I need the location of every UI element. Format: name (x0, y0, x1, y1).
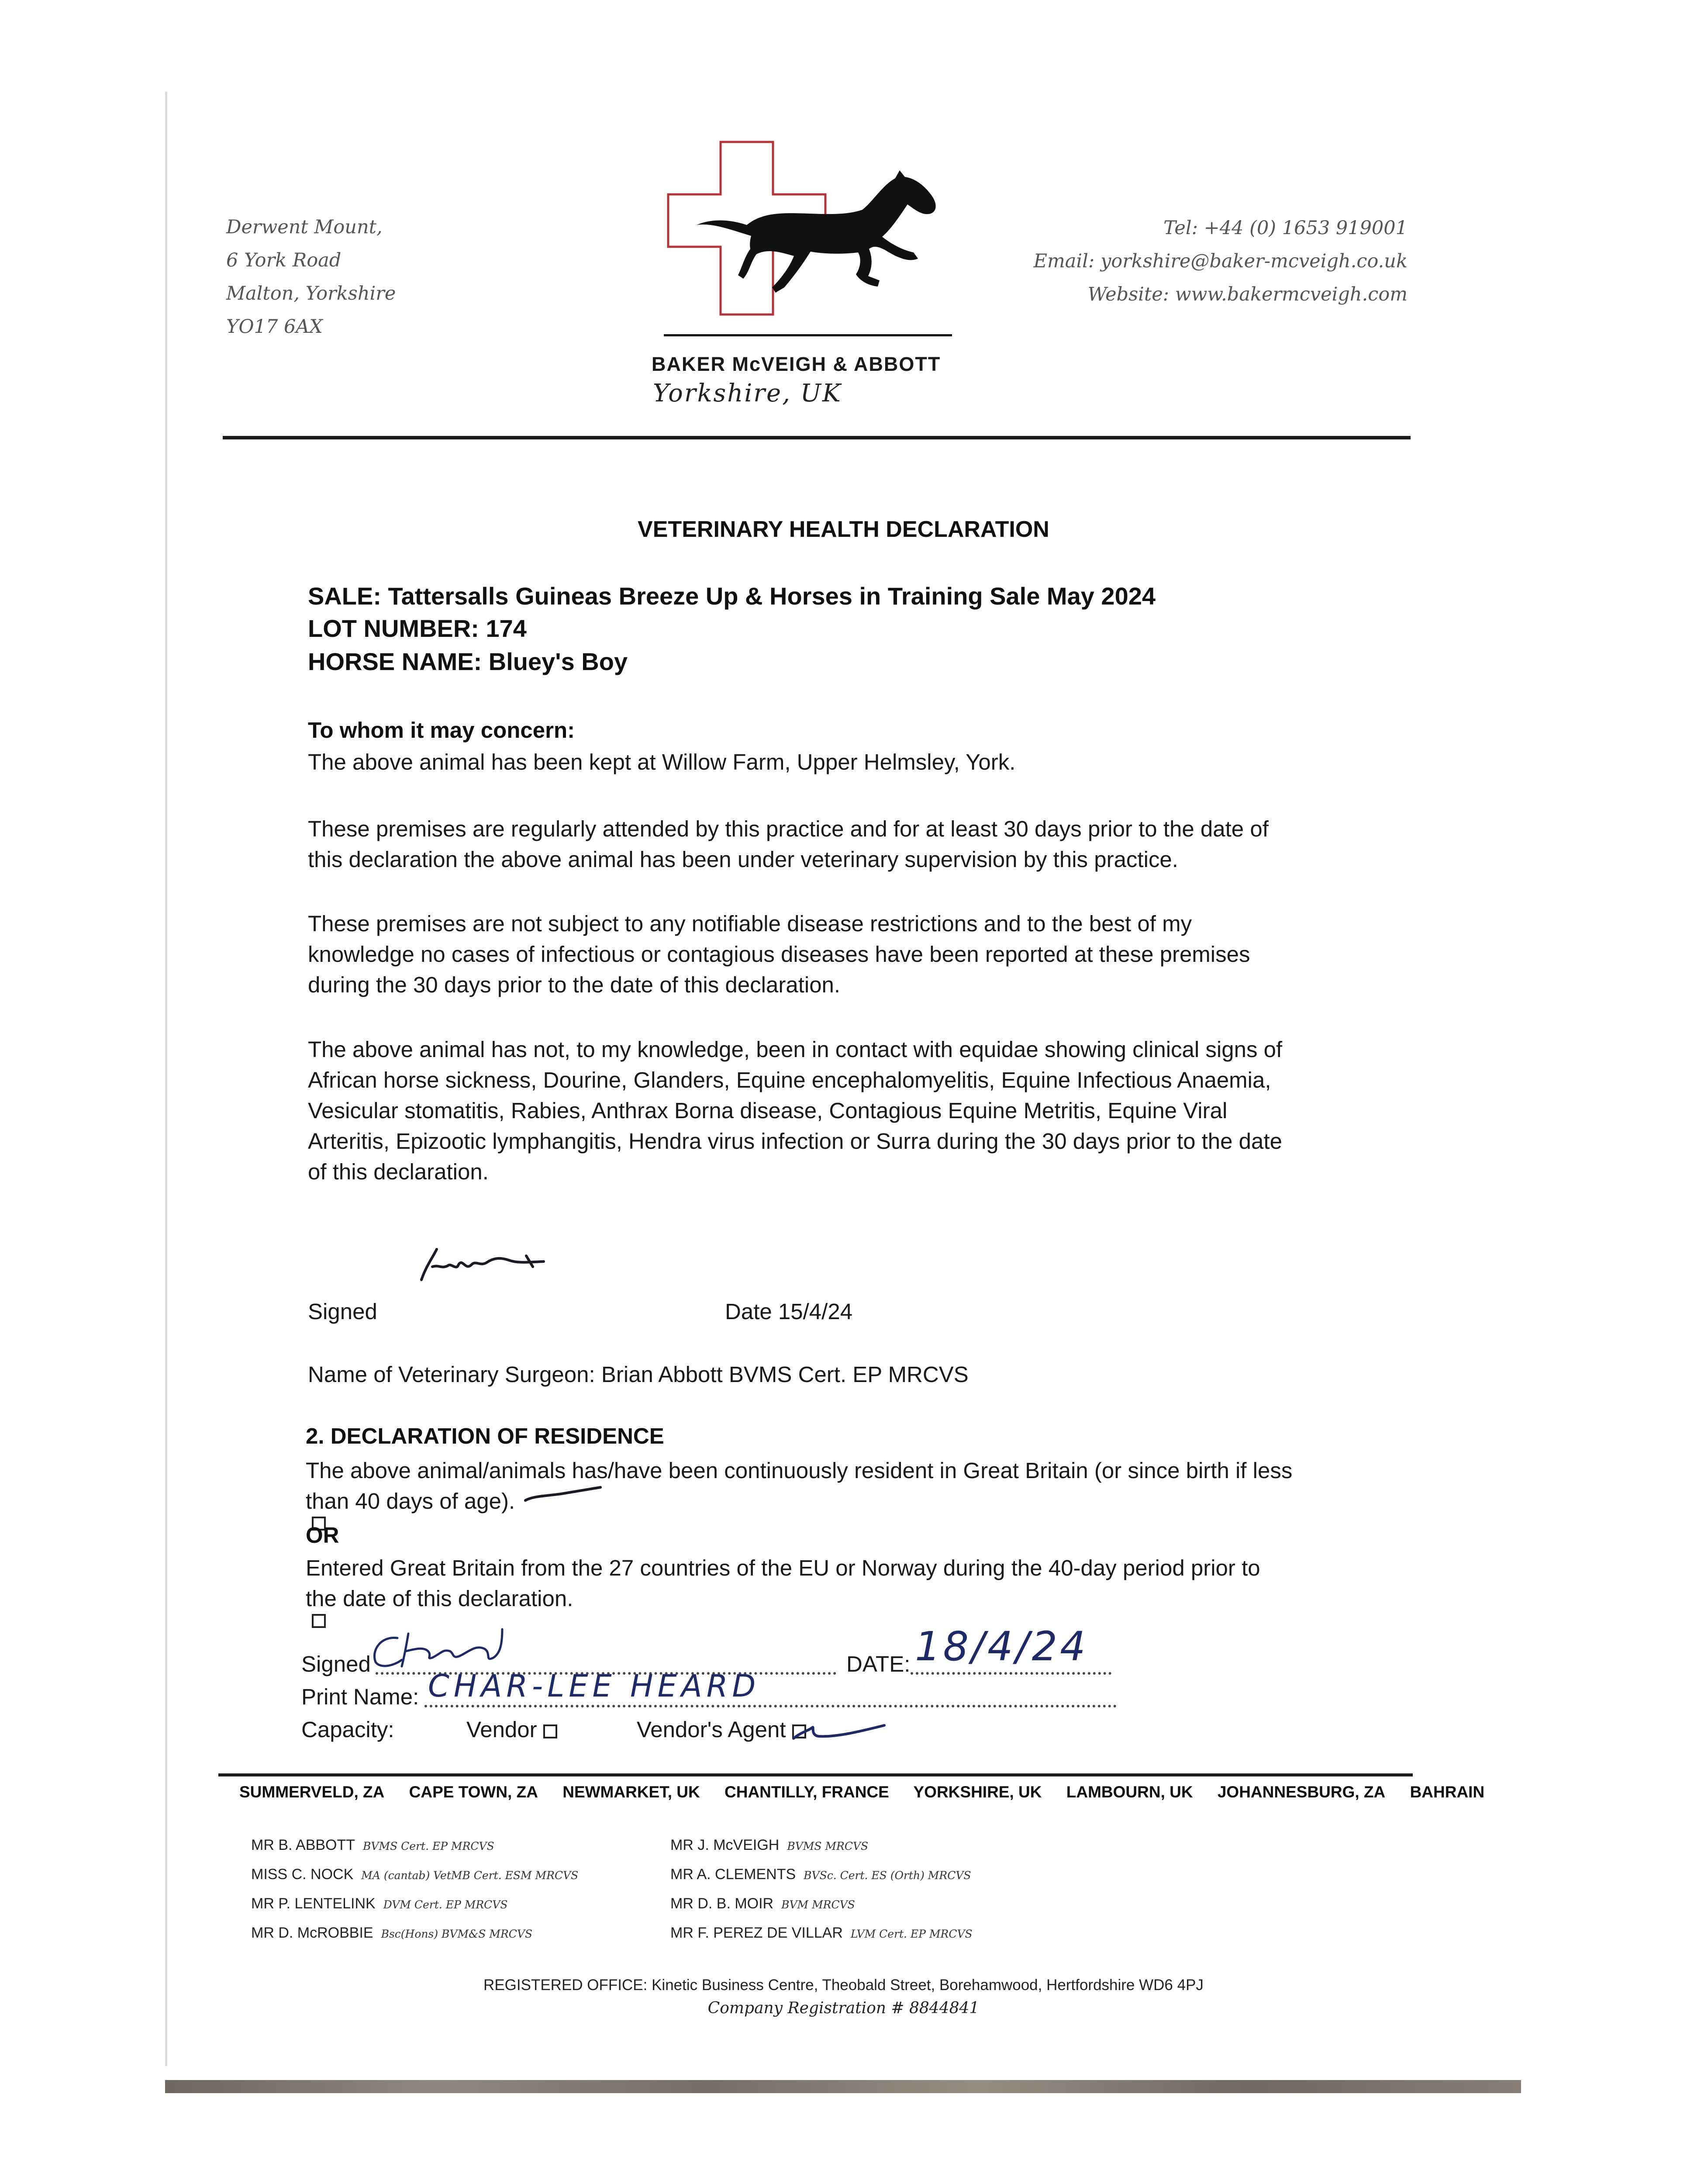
staff-member: MR D. McROBBIE Bsc(Hons) BVM&S MRCVS (251, 1925, 533, 1941)
option-continuous-check-mark (522, 1483, 609, 1509)
paragraph-line: than 40 days of age). (306, 1486, 1354, 1531)
paragraph-disease-restrictions (308, 909, 1356, 1000)
location-item: NEWMARKET, UK (562, 1783, 700, 1801)
firm-name: BAKER McVEIGH & ABBOTT (652, 353, 941, 375)
staff-member: MR A. CLEMENTS BVSc. Cert. ES (Orth) MRCVS (670, 1866, 971, 1883)
paragraph-line: The above animal has not, to my knowledge, been in contact with equidae showing clinical signs of (308, 1037, 1283, 1062)
lot-number: LOT NUMBER: 174 (308, 615, 527, 642)
vendor-label: Vendor (466, 1717, 537, 1742)
paragraph-line: knowledge no cases of infectious or contagious diseases have been reported at these premises (308, 942, 1250, 967)
address-line: 6 York Road (226, 249, 342, 271)
website: Website: www.bakermcveigh.com (1087, 283, 1408, 305)
capacity-label: Capacity: (301, 1717, 394, 1742)
residence-signature (367, 1625, 550, 1673)
staff-member: MISS C. NOCK MA (cantab) VetMB Cert. ESM MRCVS (251, 1866, 579, 1883)
header-divider (223, 436, 1411, 439)
residence-heading: 2. DECLARATION OF RESIDENCE (306, 1424, 664, 1448)
vendor-checkbox[interactable] (543, 1724, 557, 1738)
staff-member: MR F. PEREZ DE VILLAR LVM Cert. EP MRCVS (670, 1925, 973, 1941)
staff-member: MR B. ABBOTT BVMS Cert. EP MRCVS (251, 1837, 494, 1853)
paragraph-line: the date of this declaration. (306, 1583, 1354, 1628)
paragraph-supervision (308, 814, 1356, 875)
paragraph-line: The above animal/animals has/have been continuously resident in Great Britain (or since birth if less (306, 1458, 1293, 1483)
paragraph-line: Arteritis, Epizootic lymphangitis, Hendra virus infection or Surra during the 30 days prior to the date (308, 1129, 1282, 1154)
residence-date-label: DATE: (846, 1652, 911, 1676)
paragraph-line: Vesicular stomatitis, Rabies, Anthrax Borna disease, Contagious Equine Metritis, Equine Viral (308, 1098, 1228, 1123)
location-item: CAPE TOWN, ZA (409, 1783, 538, 1801)
staff-member: MR D. B. MOIR BVM MRCVS (670, 1895, 855, 1912)
vendor-agent-label: Vendor's Agent (637, 1717, 786, 1742)
vendor-agent-check-mark (788, 1714, 893, 1749)
option-eu-entry-checkbox[interactable] (312, 1614, 326, 1628)
staff-member: MR J. McVEIGH BVMS MRCVS (670, 1837, 869, 1853)
paragraph-contact-equidae (308, 1034, 1356, 1187)
veterinary-signature (417, 1241, 574, 1289)
paragraph-line: Entered Great Britain from the 27 countries of the EU or Norway during the 40-day period prior to (306, 1555, 1260, 1580)
print-name-line[interactable] (424, 1705, 1117, 1707)
practice-address (226, 211, 396, 343)
print-name-handwritten: CHAR-LEE HEARD (428, 1668, 760, 1704)
location-item: JOHANNESBURG, ZA (1217, 1783, 1386, 1801)
location-item: CHANTILLY, FRANCE (724, 1783, 889, 1801)
print-name-label: Print Name: (301, 1684, 419, 1709)
paragraph-line: These premises are regularly attended by this practice and for at least 30 days prior to the date of (308, 816, 1269, 841)
location-item: SUMMERVELD, ZA (239, 1783, 385, 1801)
residence-date-handwritten: 18/4/24 (915, 1623, 1088, 1670)
office-locations (239, 1783, 1504, 1801)
paragraph-line: of this declaration. (308, 1159, 489, 1184)
red-cross-galloping-horse-logo-icon (664, 140, 952, 345)
veterinary-surgeon-name: Name of Veterinary Surgeon: Brian Abbott BVMS Cert. EP MRCVS (308, 1362, 969, 1387)
location-item: BAHRAIN (1410, 1783, 1485, 1801)
paragraph-line: during the 30 days prior to the date of this declaration. (308, 972, 841, 997)
document-title: VETERINARY HEALTH DECLARATION (638, 517, 1049, 542)
registered-office: REGISTERED OFFICE: Kinetic Business Centre, Theobald Street, Borehamwood, Hertfordshire WD6 4PJ (483, 1977, 1204, 1994)
location-item: YORKSHIRE, UK (913, 1783, 1042, 1801)
page-edge-shadow (165, 92, 167, 2066)
residence-option-eu-entry (306, 1553, 1354, 1628)
residence-signed-label: Signed (301, 1652, 371, 1676)
residence-option-continuous (306, 1455, 1354, 1531)
location-item: LAMBOURN, UK (1066, 1783, 1193, 1801)
vendor-agent-option (637, 1714, 806, 1745)
paragraph-line: The above animal has been kept at Willow Farm, Upper Helmsley, York. (308, 750, 1016, 774)
horse-name: HORSE NAME: Bluey's Boy (308, 648, 628, 675)
paragraph-line: this declaration the above animal has been under veterinary supervision by this practice. (308, 847, 1178, 872)
telephone: Tel: +44 (0) 1653 919001 (1163, 217, 1408, 239)
staff-list-right (670, 1831, 973, 1948)
footer-divider (218, 1773, 1413, 1776)
staff-member: MR P. LENTELINK DVM Cert. EP MRCVS (251, 1895, 508, 1912)
horse-silhouette (697, 170, 936, 293)
signed-label: Signed (308, 1299, 377, 1324)
vendor-option (466, 1714, 557, 1745)
firm-location: Yorkshire, UK (653, 379, 842, 408)
paragraph-premises (308, 747, 1356, 778)
or-separator: OR (306, 1523, 339, 1548)
address-line: YO17 6AX (226, 316, 323, 338)
sale-line: SALE: Tattersalls Guineas Breeze Up & Horses in Training Sale May 2024 (308, 582, 1156, 610)
practice-contact (1034, 211, 1408, 311)
staff-list-left (251, 1831, 578, 1948)
address-line: Malton, Yorkshire (226, 283, 396, 304)
salutation: To whom it may concern: (308, 718, 575, 743)
company-registration: Company Registration # 8844841 (707, 1999, 980, 2017)
paragraph-line: These premises are not subject to any notifiable disease restrictions and to the best of my (308, 911, 1192, 936)
scan-bottom-edge (165, 2080, 1521, 2093)
date-line[interactable] (911, 1672, 1111, 1675)
paragraph-line: African horse sickness, Dourine, Glanders, Equine encephalomyelitis, Equine Infectious Anaemia, (308, 1068, 1271, 1092)
declaration-date: Date 15/4/24 (725, 1299, 853, 1324)
email: Email: yorkshire@baker-mcveigh.co.uk (1033, 250, 1408, 272)
logo-underline (664, 334, 952, 336)
address-line: Derwent Mount, (226, 216, 383, 238)
